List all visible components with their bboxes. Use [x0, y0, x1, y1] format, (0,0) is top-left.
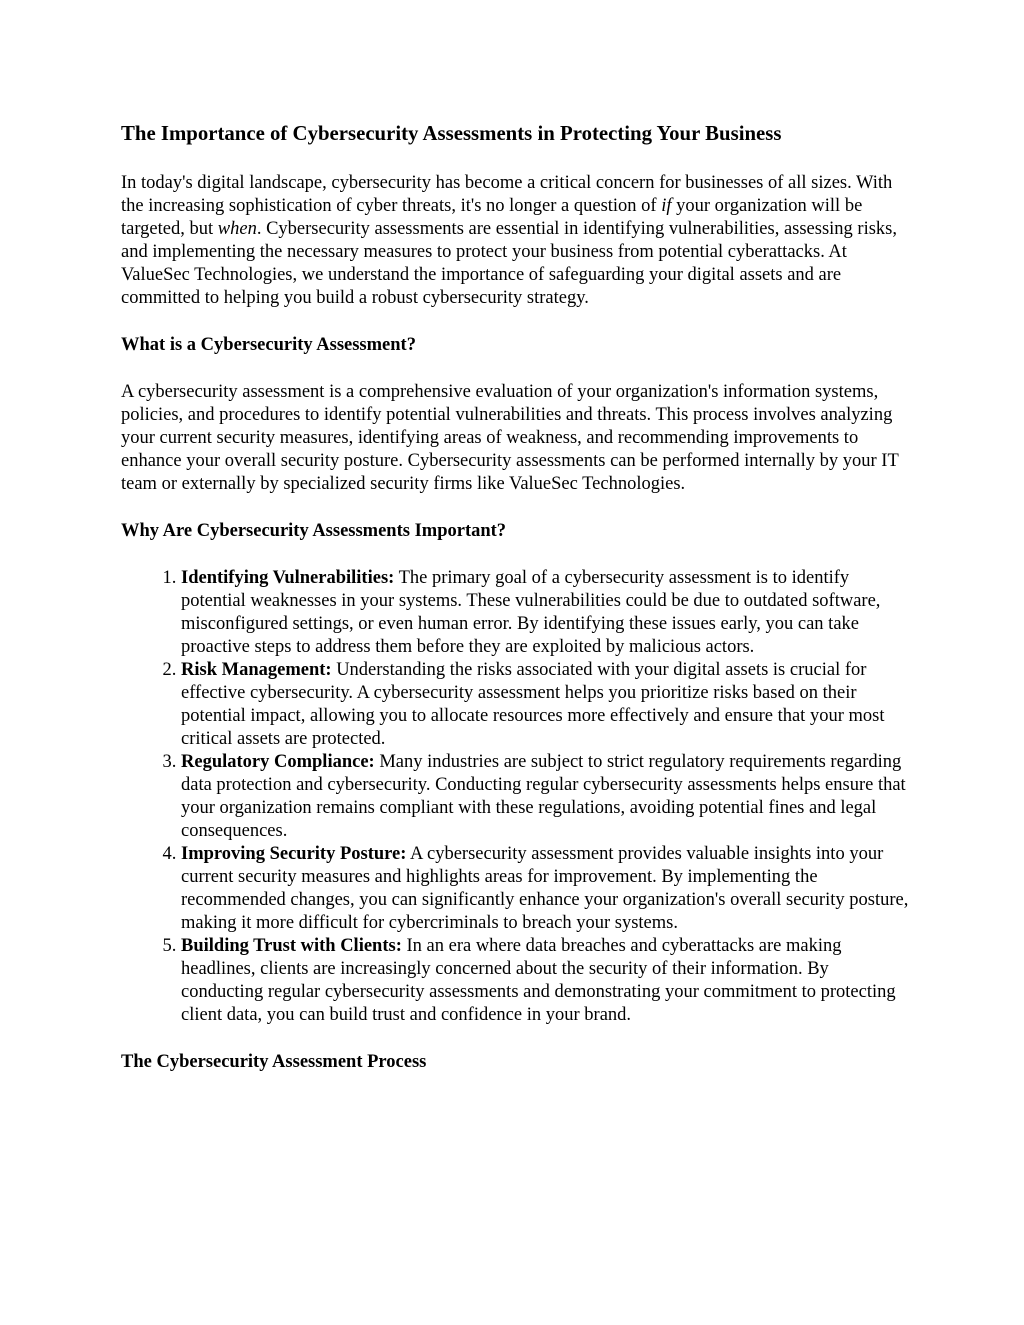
intro-paragraph	[121, 172, 911, 310]
section-heading-process: The Cybersecurity Assessment Process	[121, 1052, 427, 1072]
list-item-text: A cybersecurity assessment provides valuable insights into your current security measures and highlights areas for improvement. By implementing the recommended changes, you can significantly enhance your organization's overall security posture, making it more difficult for cybercriminals to breach your systems.	[181, 844, 909, 933]
section-heading-why-important: Why Are Cybersecurity Assessments Important?	[121, 521, 507, 541]
list-item-term: Building Trust with Clients:	[181, 936, 402, 956]
intro-emphasis-if: if	[661, 196, 672, 216]
list-item	[181, 935, 911, 1027]
list-item-term: Identifying Vulnerabilities:	[181, 568, 395, 588]
list-item	[181, 843, 911, 935]
section-body-what-is: A cybersecurity assessment is a comprehensive evaluation of your organization's information systems, policies, and procedures to identify potential vulnerabilities and threats. This process involves analyzing your current security measures, identifying areas of weakness, and recommending improvements to enhance your overall security posture. Cybersecurity assessments can be performed internally by your IT team or externally by specialized security firms like ValueSec Technologies.	[121, 382, 899, 494]
document-page	[121, 122, 911, 1098]
list-item-text: Many industries are subject to strict regulatory requirements regarding data protection and cybersecurity. Conducting regular cybersecurity assessments helps ensure that your organization remains compliant with these regulations, avoiding potential fines and legal consequences.	[181, 752, 906, 841]
list-item	[181, 659, 911, 751]
document-title: The Importance of Cybersecurity Assessments in Protecting Your Business	[121, 122, 782, 145]
section-heading-what-is: What is a Cybersecurity Assessment?	[121, 335, 416, 355]
importance-list	[121, 567, 911, 1027]
list-item-term: Regulatory Compliance:	[181, 752, 375, 772]
intro-text-1: In today's digital landscape, cybersecurity has become a critical concern for businesses of all sizes. With the increasing sophistication of cyber threats, it's no longer a question of	[121, 173, 893, 216]
intro-text-2: your organization will be targeted, but	[121, 196, 863, 239]
list-item-text: The primary goal of a cybersecurity assessment is to identify potential weaknesses in your systems. These vulnerabilities could be due to outdated software, misconfigured settings, or even human error. By identifying these issues early, you can take proactive steps to address them before they are exploited by malicious actors.	[181, 568, 881, 657]
list-item-term: Improving Security Posture:	[181, 844, 407, 864]
list-item-text: In an era where data breaches and cyberattacks are making headlines, clients are increasingly concerned about the security of their information. By conducting regular cybersecurity assessments and demonstrating your commitment to protecting client data, you can build trust and confidence in your brand.	[181, 936, 896, 1025]
intro-emphasis-when: when	[217, 219, 257, 239]
list-item	[181, 567, 911, 659]
intro-text-3: . Cybersecurity assessments are essential in identifying vulnerabilities, assessing risks, and implementing the necessary measures to protect your business from potential cyberattacks. At ValueSec Technologies, we understand the importance of safeguarding your digital assets and are committed to helping you build a robust cybersecurity strategy.	[121, 219, 898, 308]
list-item-term: Risk Management:	[181, 660, 332, 680]
list-item	[181, 751, 911, 843]
list-item-text: Understanding the risks associated with your digital assets is crucial for effective cybersecurity. A cybersecurity assessment helps you prioritize risks based on their potential impact, allowing you to allocate resources more effectively and ensure that your most critical assets are protected.	[181, 660, 885, 749]
